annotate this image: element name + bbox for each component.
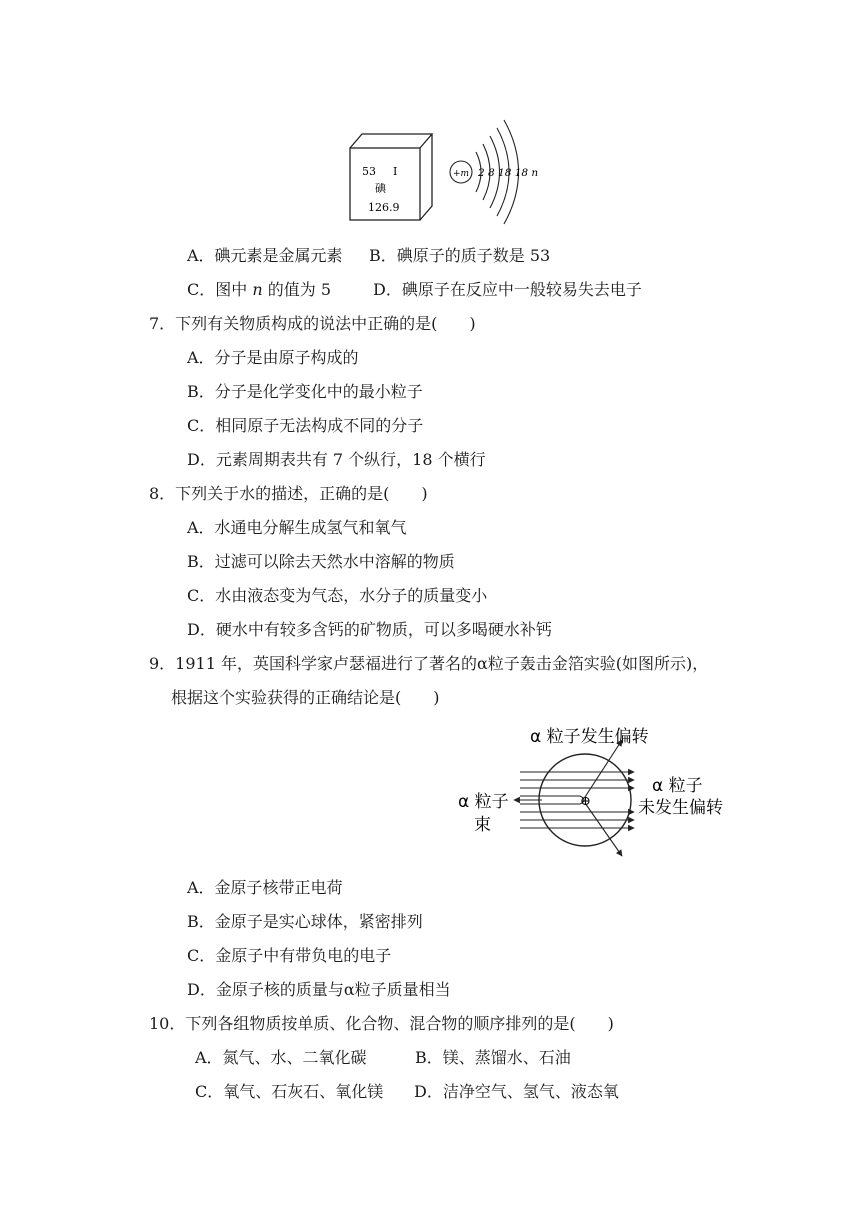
q8-option-d: D．硬水中有较多含钙的矿物质，可以多喝硬水补钙 bbox=[187, 620, 552, 639]
beam-label-1: α 粒子 bbox=[458, 792, 509, 812]
alpha-beam-lines bbox=[514, 740, 634, 856]
q6-option-b: B．碘原子的质子数是 53 bbox=[369, 246, 551, 265]
q6-option-c-suffix: 的值为 5 bbox=[262, 280, 332, 299]
q8-option-c: C．水由液态变为气态，水分子的质量变小 bbox=[187, 586, 488, 605]
q7-option-b: B．分子是化学变化中的最小粒子 bbox=[187, 382, 423, 401]
atomic-mass: 126.9 bbox=[368, 201, 400, 214]
q6-option-c-var: n bbox=[252, 280, 263, 299]
nucleus-charge: +m bbox=[453, 169, 470, 179]
q10-option-b: B．镁、蒸馏水、石油 bbox=[415, 1048, 571, 1067]
q6-option-c bbox=[187, 279, 331, 301]
q6-option-d: D．碘原子在反应中一般较易失去电子 bbox=[373, 280, 642, 299]
q9-option-d: D．金原子核的质量与α粒子质量相当 bbox=[187, 980, 451, 999]
q8-option-b: B．过滤可以除去天然水中溶解的物质 bbox=[187, 552, 455, 571]
q9-option-a: A．金原子核带正电荷 bbox=[187, 878, 343, 897]
iodine-figure bbox=[340, 108, 550, 226]
atomic-number: 53 bbox=[362, 165, 376, 178]
alpha-scattering-figure bbox=[452, 718, 732, 863]
q8-stem: 8．下列关于水的描述，正确的是( ) bbox=[149, 484, 428, 503]
beam-label-2: 束 bbox=[474, 815, 491, 835]
q10-option-d: D．洁净空气、氢气、液态氧 bbox=[414, 1082, 619, 1101]
q9-stem-line2: 根据这个实验获得的正确结论是( ) bbox=[171, 688, 440, 707]
q7-option-c: C．相同原子无法构成不同的分子 bbox=[187, 416, 424, 435]
deflected-label: α 粒子发生偏转 bbox=[530, 727, 649, 747]
q7-option-a: A．分子是由原子构成的 bbox=[187, 348, 359, 367]
q9-stem-line1: 9．1911 年，英国科学家卢瑟福进行了著名的α粒子轰击金箔实验(如图所示)， bbox=[149, 654, 709, 673]
electron-config: 2 8 18 18 n bbox=[478, 167, 539, 179]
q10-stem: 10．下列各组物质按单质、化合物、混合物的顺序排列的是( ) bbox=[149, 1014, 614, 1033]
q6-option-a: A．碘元素是金属元素 bbox=[187, 246, 343, 265]
q9-option-c: C．金原子中有带负电的电子 bbox=[187, 946, 392, 965]
q10-option-a: A．氮气、水、二氧化碳 bbox=[195, 1048, 367, 1067]
undeflected-label-1: α 粒子 bbox=[652, 776, 703, 796]
q7-stem: 7．下列有关物质构成的说法中正确的是( ) bbox=[149, 314, 476, 333]
q10-option-c: C．氧气、石灰石、氧化镁 bbox=[195, 1082, 384, 1101]
q8-option-a: A．水通电分解生成氢气和氧气 bbox=[187, 518, 407, 537]
q7-option-d: D．元素周期表共有 7 个纵行，18 个横行 bbox=[187, 450, 486, 469]
nucleus-symbol: ⊕ bbox=[580, 794, 591, 809]
q9-option-b: B．金原子是实心球体，紧密排列 bbox=[187, 912, 423, 931]
q6-option-c-prefix: C．图中 bbox=[187, 280, 253, 299]
element-name: 碘 bbox=[375, 182, 386, 195]
undeflected-label-2: 未发生偏转 bbox=[638, 798, 723, 818]
element-symbol: I bbox=[393, 165, 398, 178]
